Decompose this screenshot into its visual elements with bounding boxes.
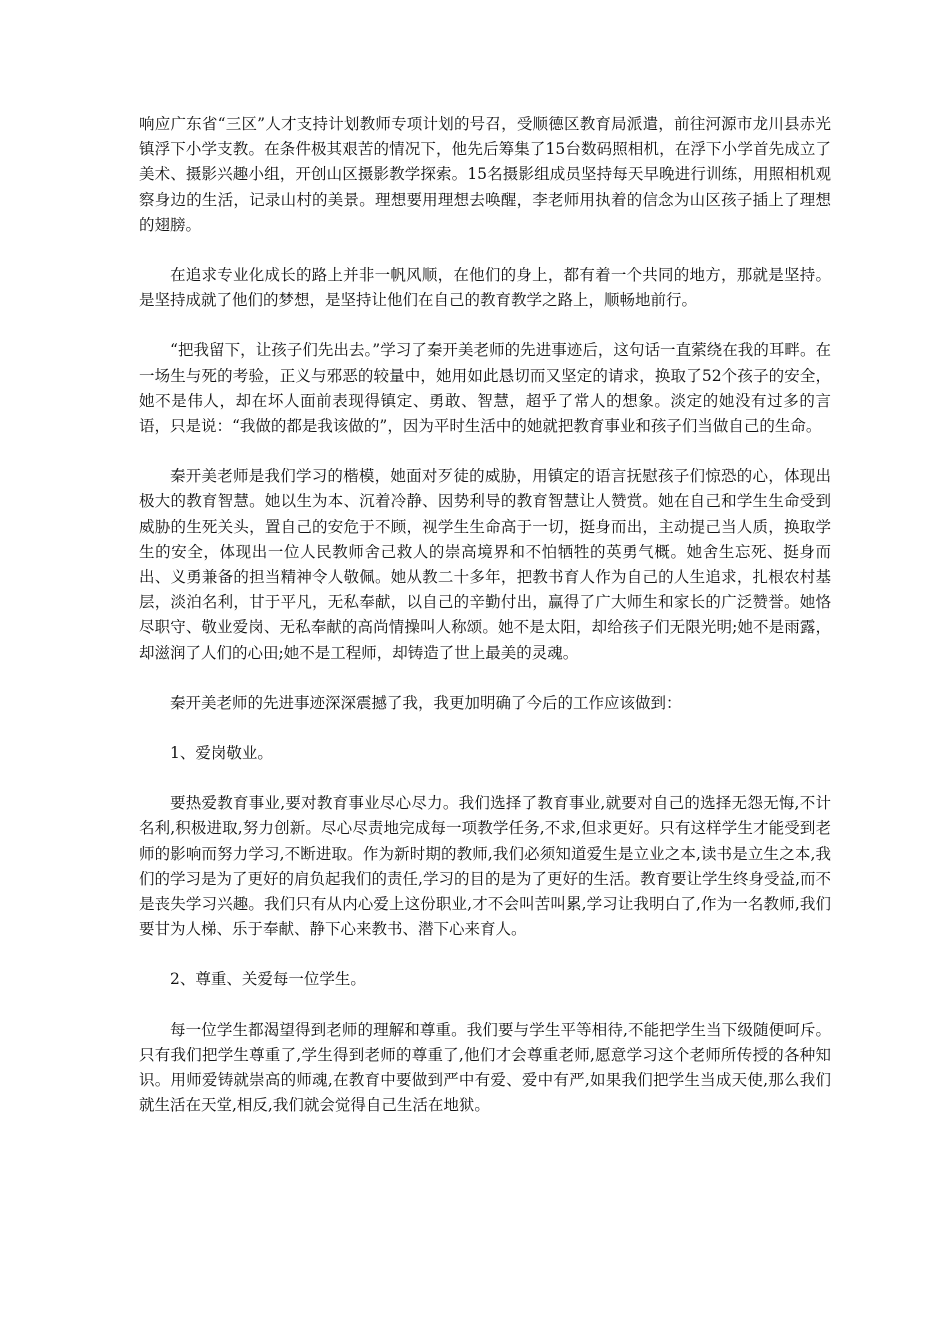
- paragraph-5: 秦开美老师的先进事迹深深震撼了我，我更加明确了今后的工作应该做到：: [170, 693, 682, 712]
- paragraph-3: “把我留下，让孩子们先出去。”学习了秦开美老师的先进事迹后，这句话一直萦绕在我的耳畔。在一场生与死的考验，正义与邪恶的较量中，她用如此恳切而又坚定的请求，换取了52个孩子的安全，她不是伟人，却在坏人面前表现得镇定、勇敢、智慧，超乎了常人的想象。淡定的她没有过多的言语，只是说：“我做的都是我该做的”，因为平时生活中的她就把教育事业和孩子们当做自己的生命。: [139, 341, 831, 436]
- paragraph-6: 要热爱教育事业,要对教育事业尽心尽力。我们选择了教育事业,就要对自己的选择无怨无悔,不计名利,积极进取,努力创新。尽心尽责地完成每一项教学任务,不求,但求更好。只有这样学生才能受到老师的影响而努力学习,不断进取。作为新时期的教师,我们必须知道爱生是立业之本,读书是立生之本,我们的学习是为了更好的肩负起我们的责任,学习的目的是为了更好的生活。教育要让学生终身受益,而不是丧失学习兴趣。我们只有从内心爱上这份职业,才不会叫苦叫累,学习让我明白了,作为一名教师,我们要甘为人梯、乐于奉献、静下心来教书、潜下心来育人。: [139, 794, 831, 939]
- paragraph-4: 秦开美老师是我们学习的楷模，她面对歹徒的威胁，用镇定的语言抚慰孩子们惊恐的心，体现出极大的教育智慧。她以生为本、沉着冷静、因势利导的教育智慧让人赞赏。她在自己和学生生命受到威胁的生死关头，置自己的安危于不顾，视学生生命高于一切，挺身而出，主动提己当人质，换取学生的安全，体现出一位人民教师舍己救人的崇高境界和不怕牺牲的英勇气概。她舍生忘死、挺身而出、义勇兼备的担当精神令人敬佩。她从教二十多年，把教书育人作为自己的人生追求，扎根农村基层，淡泊名利，甘于平凡，无私奉献，以自己的辛勤付出，赢得了广大师生和家长的广泛赞誉。她恪尽职守、敬业爱岗、无私奉献的高尚情操叫人称颂。她不是太阳，却给孩子们无限光明;她不是雨露，却滋润了人们的心田;她不是工程师，却铸造了世上最美的灵魂。: [139, 467, 831, 662]
- section-heading-2: 2、尊重、关爱每一位学生。: [170, 970, 366, 989]
- paragraph-1: 响应广东省“三区”人才支持计划教师专项计划的号召，受顺德区教育局派遣，前往河源市龙川县赤光镇浮下小学支教。在条件极其艰苦的情况下，他先后筹集了15台数码照相机，在浮下小学首先成立了美术、摄影兴趣小组，开创山区摄影教学探索。15名摄影组成员坚持每天早晚进行训练，用照相机观察身边的生活，记录山村的美景。理想要用理想去唤醒，李老师用执着的信念为山区孩子插上了理想的翅膀。: [139, 115, 831, 234]
- paragraph-7: 每一位学生都渴望得到老师的理解和尊重。我们要与学生平等相待,不能把学生当下级随便呵斥。只有我们把学生尊重了,学生得到老师的尊重了,他们才会尊重老师,愿意学习这个老师所传授的各种知识。用师爱铸就崇高的师魂,在教育中要做到严中有爱、爱中有严,如果我们把学生当成天使,那么我们就生活在天堂,相反,我们就会觉得自己生活在地狱。: [139, 1020, 831, 1115]
- document-page: [139, 112, 831, 1144]
- section-heading-1: 1、爱岗敬业。: [170, 744, 273, 763]
- paragraph-2: 在追求专业化成长的路上并非一帆风顺，在他们的身上，都有着一个共同的地方，那就是坚持。是坚持成就了他们的梦想，是坚持让他们在自己的教育教学之路上，顺畅地前行。: [139, 266, 831, 310]
